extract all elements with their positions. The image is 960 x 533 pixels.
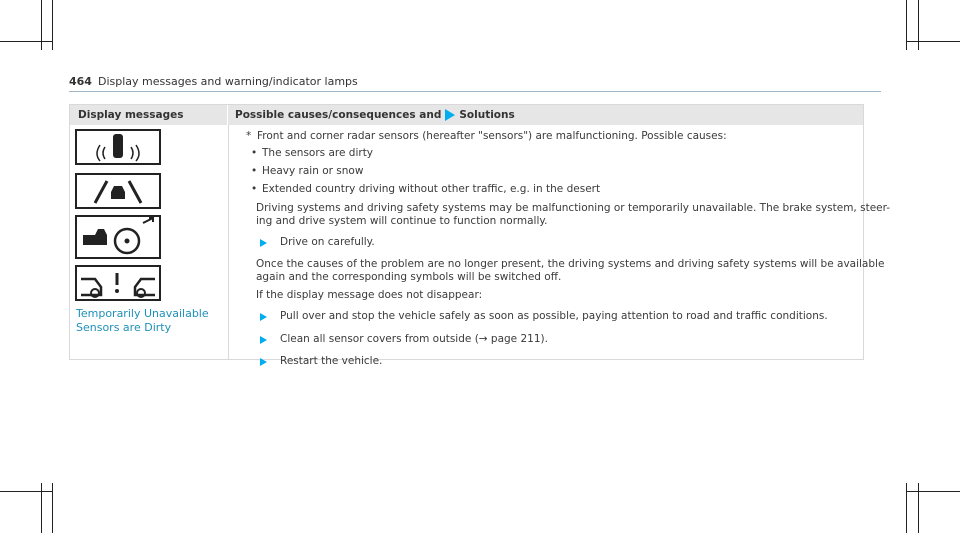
recovery-text: Once the causes of the problem are no longer present, the driving systems and driving safety systems will be available	[256, 258, 885, 270]
lane-vehicle-icon	[75, 173, 161, 209]
crop-mark	[0, 41, 52, 42]
list-item: • Heavy rain or snow	[262, 165, 363, 178]
solution-arrow-icon	[445, 109, 455, 121]
action-item	[260, 333, 548, 346]
crop-mark	[52, 483, 53, 533]
action-arrow-icon	[260, 239, 267, 247]
action-item: Drive on carefully.	[260, 236, 375, 249]
crop-mark	[918, 0, 919, 50]
page-title: Display messages and warning/indicator lamps	[97, 75, 358, 88]
crop-mark	[906, 491, 960, 492]
front-radar-sensor-icon	[75, 129, 161, 165]
crop-mark	[0, 491, 52, 492]
action-item: Restart the vehicle.	[260, 355, 382, 368]
note-text: ing and drive system will continue to function normally.	[256, 215, 548, 227]
intro-text: Front and corner radar sensors (hereafter "sensors") are malfunctioning. Possible causes:	[257, 130, 727, 142]
header-rule	[69, 91, 881, 92]
speed-assist-icon	[75, 215, 161, 259]
persist-text: If the display message does not disappear:	[256, 289, 483, 301]
crop-mark	[41, 0, 42, 50]
distance-warning-icon	[75, 265, 161, 301]
col-header-messages: Display messages	[78, 109, 184, 121]
recovery-text: again and the corresponding symbols will be switched off.	[256, 271, 562, 283]
action-arrow-icon	[260, 313, 267, 321]
action-item: Pull over and stop the vehicle safely as soon as possible, paying attention to road and traffic conditions.	[260, 310, 828, 323]
crop-mark	[906, 0, 907, 50]
note-text: Driving systems and driving safety systems may be malfunctioning or temporarily unavailable. The brake system, steer-	[256, 202, 891, 214]
message-table: Display messages Possible causes/consequences and Solutions Temporarily Unavailable Sensors are Dirty * Front and corner radar sensors (hereafter "sensors") are malfunctioning. Possible causes: • The sensors are dirty • Heavy rain or snow • Extended country driving without other traffic, e.g. in the desert Driving systems and driving safety systems may be malfunctioning or temporarily unavailable. The brake system, steer- ing and drive system will continue to function normally. Drive on carefully. Once the causes of the problem are no longer present, the driving systems and driving safety systems will be available again and the corresponding symbols will be switched off. If the display message does not disappear: Pull over and stop the vehicle safely as soon as possible, paying attention to road and traffic conditions. Clean all sensor covers from outside (→ page 211). Restart the vehicle.	[69, 104, 864, 360]
list-item: • The sensors are dirty	[262, 147, 373, 160]
action-arrow-icon	[260, 336, 267, 344]
display-message-caption: Temporarily Unavailable Sensors are Dirty	[76, 307, 209, 334]
action-arrow-icon	[260, 358, 267, 366]
table-header	[70, 105, 863, 125]
crop-mark	[52, 0, 53, 50]
page-number: 464	[69, 75, 92, 88]
list-item: • Extended country driving without other traffic, e.g. in the desert	[262, 183, 600, 196]
col-header-causes: Possible causes/consequences and Solutions	[235, 109, 515, 121]
page-header	[69, 75, 358, 88]
crop-mark	[906, 41, 960, 42]
page-reference-link[interactable]: Clean all sensor covers from outside (→ page 211).	[280, 333, 548, 345]
